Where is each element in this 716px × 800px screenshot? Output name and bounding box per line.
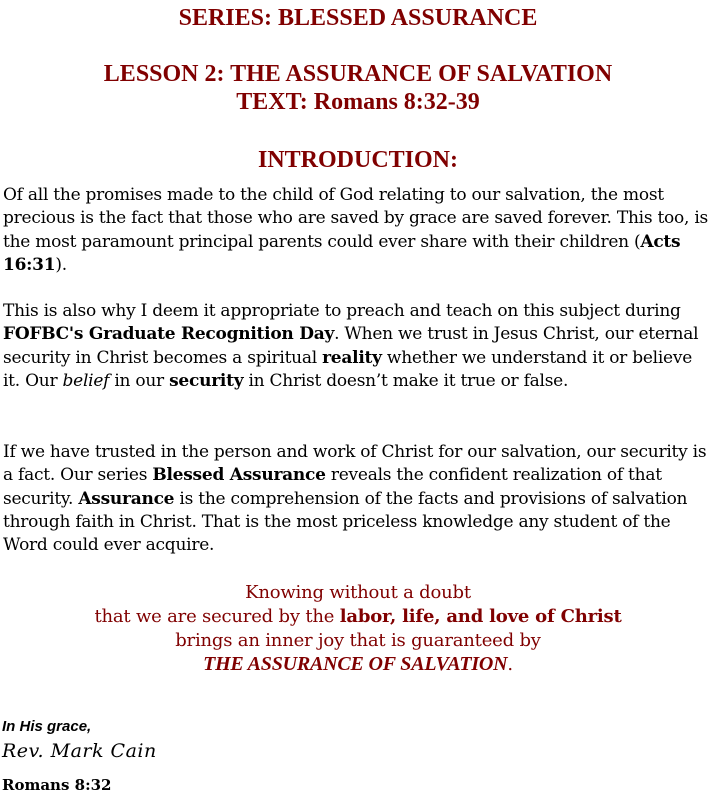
paragraph-2-text-3: whether we understand it or believe it. Our	[3, 347, 693, 391]
paragraph-2-text-2: . When we trust in Jesus Christ, our eternal security in Christ becomes a spiritual	[3, 324, 699, 368]
series-title: SERIES: BLESSED ASSURANCE	[178, 5, 538, 31]
introduction-paragraph-2	[3, 300, 711, 393]
security-emphasis: security	[169, 370, 244, 391]
paragraph-1-text-2: ).	[55, 254, 67, 275]
assurance-emphasis: Assurance	[78, 488, 175, 509]
closing-signature: Rev. Mark Cain	[2, 740, 157, 762]
quote-title-emphasis: THE ASSURANCE OF SALVATION	[203, 653, 508, 675]
quote-line-2	[0, 605, 716, 629]
quote-line-3: brings an inner joy that is guaranteed by	[175, 630, 541, 651]
closing-greeting: In His grace,	[2, 718, 92, 735]
paragraph-1-text-1: Of all the promises made to the child of God relating to our salvation, the most precious is the fact that those who are saved by grace are saved forever. This too, is the most paramount principal parents could ever share with their children (	[3, 185, 708, 252]
introduction-paragraph-3	[3, 441, 711, 557]
introduction-heading: INTRODUCTION:	[257, 147, 458, 173]
lesson-text-reference: TEXT: Romans 8:32-39	[236, 89, 480, 115]
quote-line-4	[0, 653, 716, 677]
belief-emphasis: belief	[62, 370, 110, 391]
quote-line-1: Knowing without a doubt	[245, 582, 471, 603]
reality-emphasis: reality	[322, 347, 382, 368]
quote-emphasis: labor, life, and love of Christ	[339, 606, 622, 627]
lesson-title: LESSON 2: THE ASSURANCE OF SALVATION	[103, 61, 613, 87]
event-name: FOFBC's Graduate Recognition Day	[3, 324, 335, 345]
quote-line-2-text: that we are secured by the	[94, 606, 340, 627]
paragraph-2-text-1: This is also why I deem it appropriate to preach and teach on this subject during	[3, 301, 681, 321]
paragraph-3-text-1: If we have trusted in the person and work of Christ for our salvation, our security is a fact. Our series	[3, 442, 707, 486]
paragraph-2-text-5: in Christ doesn’t make it true or false.	[243, 370, 569, 391]
paragraph-3-text-2: reveals the confident realization of that security.	[3, 465, 662, 509]
paragraph-3-text-3: is the comprehension of the facts and provisions of salvation through faith in Christ. That is the most priceless knowledge any student of the Word could ever acquire.	[3, 488, 688, 556]
closing-scripture-reference: Romans 8:32	[2, 776, 112, 794]
quote-period: .	[507, 654, 513, 675]
series-name-emphasis: Blessed Assurance	[152, 465, 326, 486]
introduction-paragraph-1	[3, 184, 711, 277]
paragraph-2-text-4: in our	[109, 370, 170, 391]
acts-reference: Acts 16:31	[3, 231, 681, 275]
